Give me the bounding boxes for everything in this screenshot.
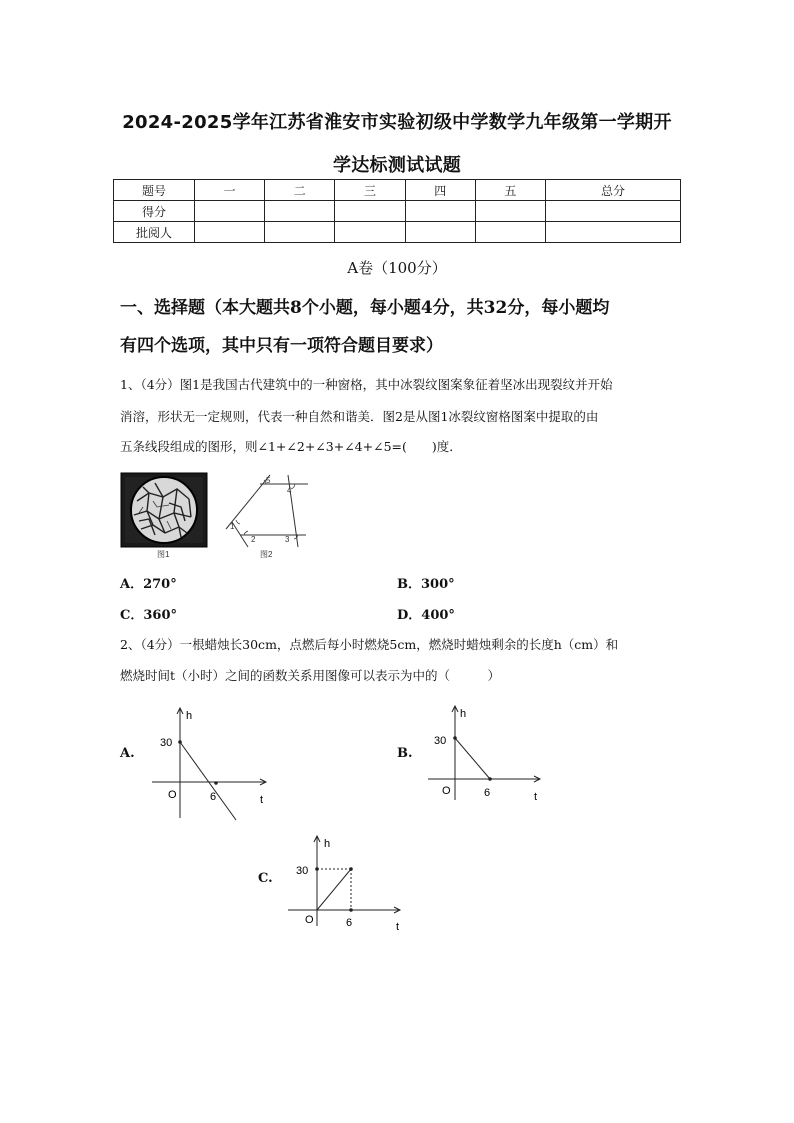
score-cell[interactable] xyxy=(335,201,405,222)
origin-label: O xyxy=(442,785,451,797)
q2-option-c-label[interactable]: C. xyxy=(258,871,273,886)
h-axis-label: h xyxy=(460,708,467,720)
origin-label: O xyxy=(305,914,314,926)
section1-title-line1: 一、选择题（本大题共8个小题，每小题4分，共32分，每小题均 xyxy=(120,298,610,318)
score-table-header-row xyxy=(114,180,681,201)
fig2-caption: 图2 xyxy=(260,550,273,559)
graph-b xyxy=(424,702,550,824)
q2-text-line2: 燃烧时间t（小时）之间的函数关系用图像可以表示为中的（ ） xyxy=(120,668,501,683)
doc-title-line2: 学达标测试试题 xyxy=(332,155,462,176)
row-label-cell: 得分 xyxy=(114,201,195,222)
doc-title-line1: 2024-2025学年江苏省淮安市实验初级中学数学九年级第一学期开 xyxy=(122,112,672,133)
q1-option-b[interactable]: B．300° xyxy=(397,577,455,592)
score-cell[interactable] xyxy=(195,201,265,222)
y-tick-label: 30 xyxy=(296,865,309,877)
score-cell[interactable] xyxy=(405,222,475,243)
section-a-heading: A卷（100分） xyxy=(347,259,447,277)
score-cell[interactable] xyxy=(335,222,405,243)
graph-c xyxy=(284,832,410,936)
q2-option-a-label[interactable]: A. xyxy=(120,746,135,761)
score-cell[interactable] xyxy=(265,222,335,243)
q2-option-b-label[interactable]: B. xyxy=(397,746,413,761)
h-axis-label: h xyxy=(324,838,331,850)
y-tick-label: 30 xyxy=(160,737,173,749)
angle-1-label: 1 xyxy=(230,522,235,531)
score-cell[interactable] xyxy=(475,201,545,222)
row-label-cell: 批阅人 xyxy=(114,222,195,243)
window-lattice-figure xyxy=(119,471,209,563)
score-cell[interactable] xyxy=(405,201,475,222)
header-cell: 题号 xyxy=(114,180,195,201)
y-tick-label: 30 xyxy=(434,735,447,747)
fig1-caption: 图1 xyxy=(157,550,170,559)
score-cell[interactable] xyxy=(475,222,545,243)
angle-5-label: 5 xyxy=(266,476,271,485)
header-cell: 一 xyxy=(195,180,265,201)
x-tick-label: 6 xyxy=(210,791,217,803)
header-cell: 二 xyxy=(265,180,335,201)
x-tick-label: 6 xyxy=(346,917,353,929)
header-cell: 四 xyxy=(405,180,475,201)
q2-text-line1: 2、（4分）一根蜡烛长30cm，点燃后每小时燃烧5cm，燃烧时蜡烛剩余的长度h（cm）和 xyxy=(120,637,619,652)
angle-3-label: 3 xyxy=(285,535,290,544)
header-cell: 三 xyxy=(335,180,405,201)
pentagon-lines-figure xyxy=(220,471,310,563)
h-axis-label: h xyxy=(186,710,193,722)
q1-text-line2: 消溶，形状无一定规则，代表一种自然和谐美．图2是从图1冰裂纹窗格图案中提取的由 xyxy=(120,409,599,424)
t-axis-label: t xyxy=(534,791,538,803)
header-cell: 五 xyxy=(475,180,545,201)
score-table xyxy=(113,179,681,243)
angle-2-label: 2 xyxy=(251,535,256,544)
q1-option-d[interactable]: D．400° xyxy=(397,608,455,623)
t-axis-label: t xyxy=(260,794,264,806)
angle-4-label: 4 xyxy=(287,486,292,495)
q1-text-line1: 1、（4分）图1是我国古代建筑中的一种窗格，其中冰裂纹图案象征着坚冰出现裂纹并开始 xyxy=(120,377,613,392)
graph-a xyxy=(148,702,274,824)
header-cell: 总分 xyxy=(546,180,681,201)
score-table-row xyxy=(114,222,681,243)
q1-option-a[interactable]: A．270° xyxy=(120,577,177,592)
x-tick-label: 6 xyxy=(484,787,491,799)
q1-text-line3: 五条线段组成的图形，则∠1+∠2+∠3+∠4+∠5=( )度． xyxy=(120,439,462,454)
score-cell[interactable] xyxy=(265,201,335,222)
score-cell[interactable] xyxy=(546,222,681,243)
origin-label: O xyxy=(168,789,177,801)
q1-option-c[interactable]: C．360° xyxy=(120,608,177,623)
score-cell[interactable] xyxy=(546,201,681,222)
section1-title-line2: 有四个选项，其中只有一项符合题目要求） xyxy=(120,336,443,356)
score-table-row xyxy=(114,201,681,222)
score-cell[interactable] xyxy=(195,222,265,243)
t-axis-label: t xyxy=(396,921,400,933)
